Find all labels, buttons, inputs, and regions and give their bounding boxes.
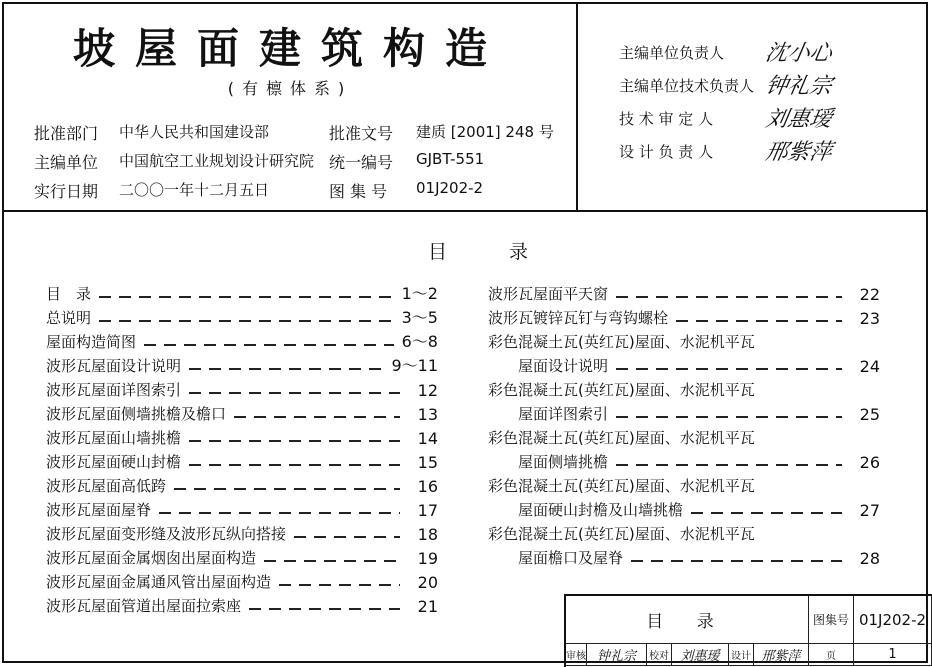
meta-value: 建质 [2001] 248 号 <box>416 123 554 141</box>
page-frame <box>2 2 928 663</box>
leader-dashes <box>616 368 842 370</box>
toc-entry-page: 18 <box>417 525 438 544</box>
leader-dashes <box>616 296 842 298</box>
meta-value: GJBT-551 <box>416 150 485 168</box>
toc-entry-title: 波形瓦屋面金属烟囱出屋面构造 <box>46 549 257 567</box>
leader-dashes <box>99 320 394 322</box>
toc-entry-page: 17 <box>417 501 438 520</box>
toc-entry-title: 波形瓦镀锌瓦钉与弯钩螺栓 <box>488 309 669 327</box>
meta-value: 中华人民共和国建设部 <box>119 123 270 141</box>
toc-entry-title: 波形瓦屋面山墙挑檐 <box>46 429 182 447</box>
leader-dashes <box>294 536 400 538</box>
toc-entry-page: 15 <box>417 453 438 472</box>
toc-entry-page: 20 <box>417 573 438 592</box>
title-block <box>564 594 932 667</box>
leader-dashes <box>189 392 400 394</box>
check-signature: 刘惠瑷 <box>672 644 729 666</box>
meta-value: 01J202-2 <box>416 179 484 197</box>
toc-entry-title: 总说明 <box>46 309 92 327</box>
toc-entry-page: 14 <box>417 429 438 448</box>
review-signature: 钟礼宗 <box>587 644 647 666</box>
toc-entry-title: 波形瓦屋面侧墙挑檐及檐口 <box>46 405 227 423</box>
toc-entry <box>46 402 438 424</box>
toc-entry-page: 27 <box>859 501 880 520</box>
leader-dashes <box>189 440 400 442</box>
toc-entry-title: 屋面详图索引 <box>518 405 609 423</box>
divider <box>576 4 578 212</box>
toc-entry-title: 波形瓦屋面平天窗 <box>488 285 609 303</box>
toc-entry-prefix: 彩色混凝土瓦(英红瓦)屋面、水泥机平瓦 <box>488 525 755 543</box>
toc-entry <box>46 594 438 616</box>
document-subtitle: (有檩体系) <box>227 79 353 98</box>
toc-entry <box>46 378 438 400</box>
toc-entry-title: 屋面硬山封檐及山墙挑檐 <box>518 501 684 519</box>
toc-entry <box>46 330 438 352</box>
page-label: 页 <box>809 644 854 666</box>
signature: 邢紫萍 <box>763 140 834 165</box>
toc-entry <box>488 498 880 520</box>
toc-entry-page: 9～11 <box>391 356 438 375</box>
toc-entry-prefix: 彩色混凝土瓦(英红瓦)屋面、水泥机平瓦 <box>488 381 755 399</box>
leader-dashes <box>99 296 394 298</box>
signature: 沈小心 <box>763 41 834 66</box>
signature: 钟礼宗 <box>763 74 834 99</box>
review-label: 审核 <box>566 644 587 666</box>
leader-dashes <box>249 608 400 610</box>
design-label: 设计 <box>729 644 754 666</box>
leader-dashes <box>189 464 400 466</box>
leader-dashes <box>676 320 842 322</box>
role-label: 设 计 负 责 人 <box>619 143 714 161</box>
toc-entry-page: 28 <box>859 549 880 568</box>
signature: 刘惠瑷 <box>763 107 834 132</box>
toc-entry <box>488 546 880 568</box>
sheet-title: 目 录 <box>566 596 809 644</box>
toc-entry-page: 23 <box>859 309 880 328</box>
leader-dashes <box>234 416 400 418</box>
toc-entry <box>46 426 438 448</box>
leader-dashes <box>264 560 400 562</box>
toc-entry-page: 25 <box>859 405 880 424</box>
toc-entry <box>46 522 438 544</box>
toc-entry-title: 波形瓦屋面变形缝及波形瓦纵向搭接 <box>46 525 287 543</box>
toc-entry-page: 3～5 <box>401 308 438 327</box>
toc-entry <box>488 282 880 304</box>
toc-entry-title: 波形瓦屋面硬山封檐 <box>46 453 182 471</box>
check-label: 校对 <box>647 644 672 666</box>
toc-entry-page: 24 <box>859 357 880 376</box>
toc-entry-title: 目 录 <box>46 285 92 303</box>
toc-entry-title: 屋面侧墙挑檐 <box>518 453 609 471</box>
toc-entry-title: 波形瓦屋面管道出屋面拉索座 <box>46 597 242 615</box>
leader-dashes <box>189 368 383 370</box>
toc-entry-page: 1～2 <box>401 284 438 303</box>
toc-entry <box>46 306 438 328</box>
role-label: 技 术 审 定 人 <box>619 110 714 128</box>
toc-entry <box>46 498 438 520</box>
leader-dashes <box>631 560 842 562</box>
leader-dashes <box>691 512 842 514</box>
toc-entry-page: 26 <box>859 453 880 472</box>
toc-entry <box>488 306 880 328</box>
toc-entry-page: 16 <box>417 477 438 496</box>
toc-entry-title: 屋面设计说明 <box>518 357 609 375</box>
atlas-label: 图集号 <box>809 596 854 644</box>
page-number: 1 <box>854 644 932 666</box>
toc-entry-title: 屋面构造简图 <box>46 333 137 351</box>
meta-value: 二〇〇一年十二月五日 <box>119 181 270 199</box>
toc-entry-page: 21 <box>417 597 438 616</box>
meta-label: 实行日期 <box>34 182 99 201</box>
leader-dashes <box>616 416 842 418</box>
meta-label: 主编单位 <box>34 153 99 172</box>
toc-entry <box>488 354 880 376</box>
role-label: 主编单位负责人 <box>619 44 725 62</box>
leader-dashes <box>279 584 400 586</box>
meta-label: 批准部门 <box>34 124 99 143</box>
role-label: 主编单位技术负责人 <box>619 77 755 95</box>
toc-entry-title: 波形瓦屋面设计说明 <box>46 357 182 375</box>
toc-entry <box>46 450 438 472</box>
toc-entry <box>46 354 438 376</box>
toc-entry <box>46 474 438 496</box>
toc-entry-prefix: 彩色混凝土瓦(英红瓦)屋面、水泥机平瓦 <box>488 333 755 351</box>
cover-header <box>4 4 926 212</box>
design-signature: 邢紫萍 <box>754 644 809 666</box>
toc-entry-title: 波形瓦屋面金属通风管出屋面构造 <box>46 573 272 591</box>
toc-entry-page: 13 <box>417 405 438 424</box>
toc-entry <box>488 450 880 472</box>
meta-label: 统一编号 <box>329 153 394 172</box>
toc-entry-prefix: 彩色混凝土瓦(英红瓦)屋面、水泥机平瓦 <box>488 429 755 447</box>
document-title: 坡屋面建筑构造 <box>72 24 507 73</box>
atlas-number: 01J202-2 <box>854 596 932 644</box>
toc-entry <box>488 402 880 424</box>
toc-entry-title: 波形瓦屋面高低跨 <box>46 477 167 495</box>
leader-dashes <box>616 464 842 466</box>
toc-entry-prefix: 彩色混凝土瓦(英红瓦)屋面、水泥机平瓦 <box>488 477 755 495</box>
meta-label: 图 集 号 <box>329 182 388 201</box>
leader-dashes <box>174 488 400 490</box>
toc-entry-page: 12 <box>417 381 438 400</box>
toc-heading: 目 录 <box>428 241 557 263</box>
toc-entry <box>46 570 438 592</box>
toc-entry-page: 19 <box>417 549 438 568</box>
leader-dashes <box>144 344 394 346</box>
toc-entry <box>46 546 438 568</box>
toc-entry-title: 波形瓦屋面详图索引 <box>46 381 182 399</box>
toc-entry-title: 波形瓦屋面屋脊 <box>46 501 152 519</box>
toc-entry-title: 屋面檐口及屋脊 <box>518 549 624 567</box>
meta-value: 中国航空工业规划设计研究院 <box>119 152 315 170</box>
leader-dashes <box>159 512 400 514</box>
toc-entry-page: 6～8 <box>401 332 438 351</box>
meta-label: 批准文号 <box>329 124 394 143</box>
toc-entry <box>46 282 438 304</box>
toc-entry-page: 22 <box>859 285 880 304</box>
